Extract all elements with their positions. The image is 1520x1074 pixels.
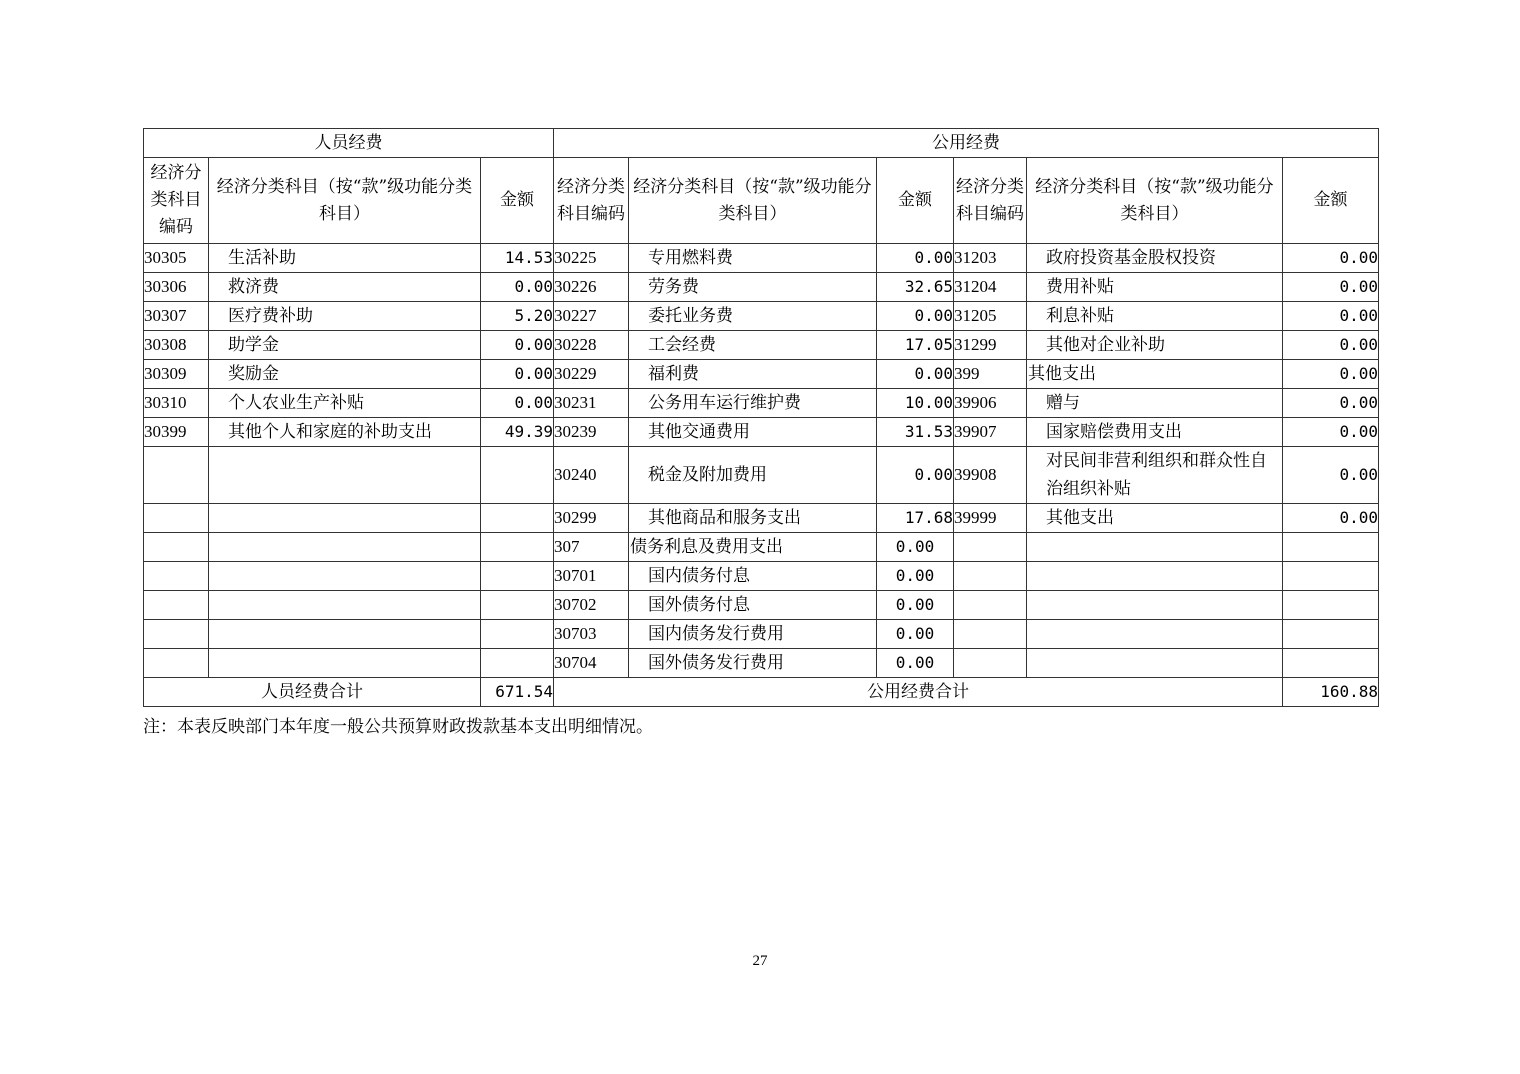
subject-cell: 医疗费补助 [209, 302, 481, 331]
amount-cell: 14.53 [481, 244, 554, 273]
amount-cell [481, 591, 554, 620]
subject-cell: 债务利息及费用支出 [629, 533, 877, 562]
subject-cell [209, 649, 481, 678]
code-cell: 30225 [554, 244, 629, 273]
amount-cell: 49.39 [481, 418, 554, 447]
code-cell: 39908 [954, 447, 1027, 504]
subject-cell: 利息补贴 [1027, 302, 1283, 331]
code-cell: 30309 [144, 360, 209, 389]
amount-cell: 17.68 [877, 504, 954, 533]
amount-cell: 0.00 [877, 562, 954, 591]
subject-cell: 其他对企业补助 [1027, 331, 1283, 360]
code-cell: 30228 [554, 331, 629, 360]
subject-cell: 公务用车运行维护费 [629, 389, 877, 418]
amount-cell: 0.00 [1283, 331, 1379, 360]
code-cell: 31205 [954, 302, 1027, 331]
code-cell: 30308 [144, 331, 209, 360]
amount-header: 金额 [1283, 158, 1379, 244]
table-row [144, 302, 1379, 331]
code-header: 经济分类科目编码 [554, 158, 629, 244]
column-header-row [144, 158, 1379, 244]
amount-cell: 0.00 [481, 331, 554, 360]
amount-cell: 0.00 [1283, 302, 1379, 331]
amount-header: 金额 [481, 158, 554, 244]
code-cell: 30231 [554, 389, 629, 418]
table-row [144, 504, 1379, 533]
code-cell: 30399 [144, 418, 209, 447]
amount-header: 金额 [877, 158, 954, 244]
subject-cell: 工会经费 [629, 331, 877, 360]
table-row [144, 649, 1379, 678]
amount-cell [481, 504, 554, 533]
code-cell: 30240 [554, 447, 629, 504]
table-row [144, 360, 1379, 389]
code-cell: 399 [954, 360, 1027, 389]
table-note: 注：本表反映部门本年度一般公共预算财政拨款基本支出明细情况。 [143, 717, 653, 737]
subject-cell: 其他个人和家庭的补助支出 [209, 418, 481, 447]
amount-cell: 0.00 [481, 360, 554, 389]
page-number: 27 [752, 953, 768, 969]
code-header: 经济分类科目编码 [144, 158, 209, 244]
code-cell: 30229 [554, 360, 629, 389]
table-row [144, 418, 1379, 447]
subject-cell: 劳务费 [629, 273, 877, 302]
subject-cell: 其他交通费用 [629, 418, 877, 447]
subject-cell: 国外债务发行费用 [629, 649, 877, 678]
personnel-total-value: 671.54 [481, 678, 554, 707]
subject-cell: 费用补贴 [1027, 273, 1283, 302]
subject-cell [1027, 591, 1283, 620]
subject-cell: 国外债务付息 [629, 591, 877, 620]
code-cell: 39999 [954, 504, 1027, 533]
subject-cell: 个人农业生产补贴 [209, 389, 481, 418]
amount-cell: 0.00 [877, 244, 954, 273]
code-cell [144, 533, 209, 562]
subject-cell [1027, 562, 1283, 591]
code-cell: 30226 [554, 273, 629, 302]
amount-cell: 17.05 [877, 331, 954, 360]
amount-cell: 0.00 [877, 620, 954, 649]
subject-cell [1027, 620, 1283, 649]
code-cell: 30704 [554, 649, 629, 678]
subject-cell [209, 504, 481, 533]
table-row [144, 244, 1379, 273]
code-cell: 30307 [144, 302, 209, 331]
subject-cell: 福利费 [629, 360, 877, 389]
subject-cell [209, 562, 481, 591]
amount-cell: 0.00 [1283, 389, 1379, 418]
amount-cell: 0.00 [877, 591, 954, 620]
table-row [144, 447, 1379, 504]
amount-cell: 31.53 [877, 418, 954, 447]
subject-cell: 其他商品和服务支出 [629, 504, 877, 533]
table-row [144, 562, 1379, 591]
code-cell: 30702 [554, 591, 629, 620]
code-cell [144, 620, 209, 649]
amount-cell: 0.00 [481, 273, 554, 302]
amount-cell [481, 562, 554, 591]
subject-cell: 奖励金 [209, 360, 481, 389]
code-cell: 30239 [554, 418, 629, 447]
amount-cell: 0.00 [1283, 418, 1379, 447]
code-cell: 30305 [144, 244, 209, 273]
code-cell: 30701 [554, 562, 629, 591]
code-cell: 31204 [954, 273, 1027, 302]
code-cell [954, 649, 1027, 678]
amount-cell: 0.00 [1283, 360, 1379, 389]
amount-cell [481, 620, 554, 649]
table-row [144, 389, 1379, 418]
subject-header: 经济分类科目（按“款”级功能分类科目） [629, 158, 877, 244]
subject-cell: 其他支出 [1027, 360, 1283, 389]
subject-cell [1027, 533, 1283, 562]
subject-cell: 国家赔偿费用支出 [1027, 418, 1283, 447]
subject-cell: 对民间非营利组织和群众性自治组织补贴 [1027, 447, 1283, 504]
code-cell: 30703 [554, 620, 629, 649]
subject-cell: 其他支出 [1027, 504, 1283, 533]
amount-cell: 0.00 [1283, 504, 1379, 533]
public-header: 公用经费 [554, 129, 1379, 158]
amount-cell: 0.00 [1283, 244, 1379, 273]
amount-cell: 5.20 [481, 302, 554, 331]
subject-cell: 委托业务费 [629, 302, 877, 331]
code-cell: 39906 [954, 389, 1027, 418]
code-cell [144, 649, 209, 678]
amount-cell [481, 649, 554, 678]
code-cell: 30306 [144, 273, 209, 302]
subject-cell: 救济费 [209, 273, 481, 302]
code-cell [954, 562, 1027, 591]
amount-cell: 0.00 [877, 360, 954, 389]
amount-cell: 0.00 [877, 302, 954, 331]
subject-cell [209, 620, 481, 649]
code-cell [954, 591, 1027, 620]
code-cell [144, 591, 209, 620]
subject-cell: 生活补助 [209, 244, 481, 273]
amount-cell [1283, 620, 1379, 649]
subject-cell: 国内债务付息 [629, 562, 877, 591]
table-row [144, 620, 1379, 649]
amount-cell [1283, 562, 1379, 591]
table-row [144, 331, 1379, 360]
amount-cell: 0.00 [877, 533, 954, 562]
public-total-label: 公用经费合计 [554, 678, 1283, 707]
amount-cell: 0.00 [1283, 447, 1379, 504]
code-cell: 31299 [954, 331, 1027, 360]
code-cell [144, 447, 209, 504]
amount-cell: 32.65 [877, 273, 954, 302]
amount-cell [1283, 649, 1379, 678]
table-row [144, 533, 1379, 562]
public-total-value: 160.88 [1283, 678, 1379, 707]
subject-cell [209, 591, 481, 620]
subject-cell: 政府投资基金股权投资 [1027, 244, 1283, 273]
amount-cell: 10.00 [877, 389, 954, 418]
amount-cell [481, 533, 554, 562]
total-row [144, 678, 1379, 707]
personnel-header: 人员经费 [144, 129, 554, 158]
subject-cell [209, 447, 481, 504]
amount-cell: 0.00 [1283, 273, 1379, 302]
subject-cell: 助学金 [209, 331, 481, 360]
subject-cell [209, 533, 481, 562]
subject-header: 经济分类科目（按“款”级功能分类科目） [1027, 158, 1283, 244]
subject-cell: 税金及附加费用 [629, 447, 877, 504]
subject-cell: 专用燃料费 [629, 244, 877, 273]
personnel-total-label: 人员经费合计 [144, 678, 481, 707]
code-cell: 30299 [554, 504, 629, 533]
code-cell: 307 [554, 533, 629, 562]
expenditure-detail-table [143, 128, 1379, 707]
amount-cell [1283, 533, 1379, 562]
subject-cell: 赠与 [1027, 389, 1283, 418]
code-cell [144, 562, 209, 591]
table-row [144, 591, 1379, 620]
code-cell: 30310 [144, 389, 209, 418]
code-cell: 39907 [954, 418, 1027, 447]
code-cell [954, 620, 1027, 649]
amount-cell [1283, 591, 1379, 620]
table-row [144, 273, 1379, 302]
code-cell [954, 533, 1027, 562]
code-cell: 31203 [954, 244, 1027, 273]
subject-cell [1027, 649, 1283, 678]
amount-cell: 0.00 [877, 447, 954, 504]
amount-cell: 0.00 [481, 389, 554, 418]
subject-header: 经济分类科目（按“款”级功能分类科目） [209, 158, 481, 244]
amount-cell: 0.00 [877, 649, 954, 678]
code-header: 经济分类科目编码 [954, 158, 1027, 244]
amount-cell [481, 447, 554, 504]
subject-cell: 国内债务发行费用 [629, 620, 877, 649]
group-header-row [144, 129, 1379, 158]
code-cell: 30227 [554, 302, 629, 331]
code-cell [144, 504, 209, 533]
